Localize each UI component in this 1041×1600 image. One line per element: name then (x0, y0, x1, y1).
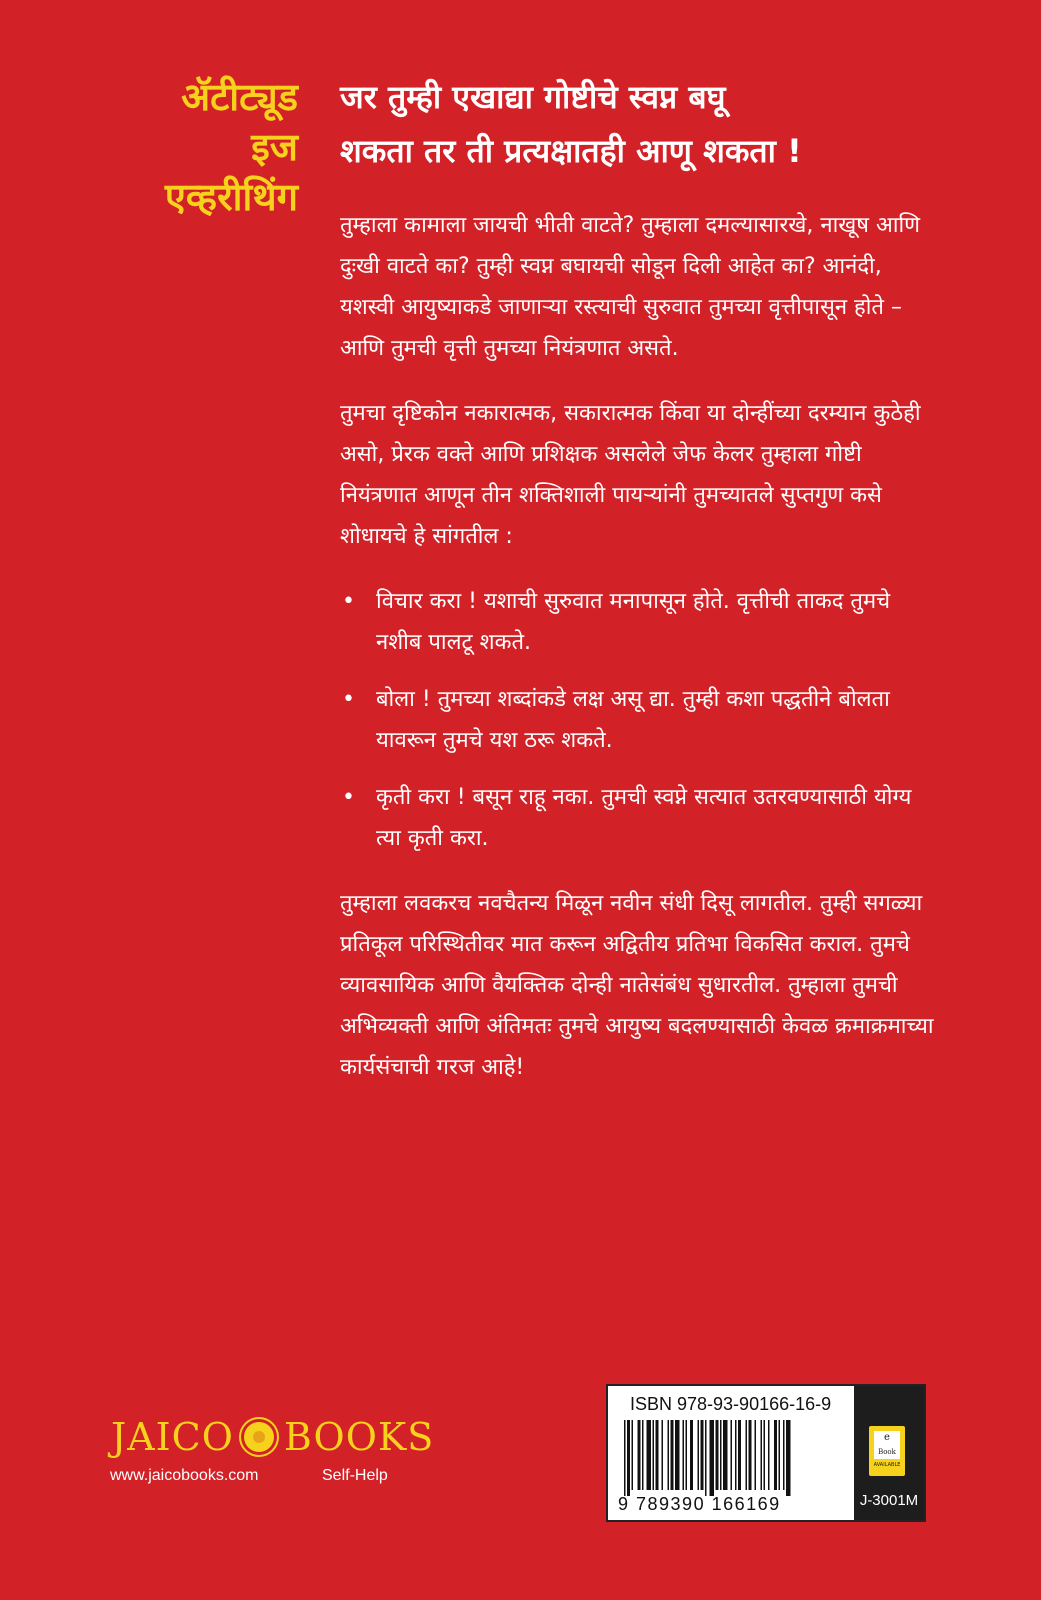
ebook-label: Book (878, 1448, 896, 1456)
list-item-text: कृती करा ! बसून राहू नका. तुमची स्वप्ने सत्यात उतरवण्यासाठी योग्य त्या कृती करा. (376, 785, 912, 851)
ebook-available-label: AVAILABLE (873, 1462, 901, 1468)
blurb (340, 205, 940, 1112)
book-title (60, 72, 298, 222)
barcode-icon (620, 1420, 845, 1496)
bullet-icon: • (342, 687, 355, 712)
headline-line-2: शकता तर ती प्रत्यक्षातही आणू शकता ! (340, 132, 802, 170)
ebook-available-icon (869, 1426, 905, 1476)
list-item (340, 777, 940, 859)
blurb-closing: तुम्हाला लवकरच नवचैतन्य मिळून नवीन संधी दिसू लागतील. तुम्ही सगळ्या प्रतिकूल परिस्थितीवर मात करून अद्वितीय प्रतिभा विकसित कराल. तुमचे व्यावसायिक आणि वैयक्तिक दोन्ही नातेसंबंध सुधारतील. तुम्हाला तुमची अभिव्यक्ती आणि अंतिमतः तुमचे आयुष्य बदलण्यासाठी केवळ क्रमाक्रमाच्या कार्यसंचाची गरज आहे! (340, 891, 934, 1080)
product-code-panel (854, 1386, 924, 1520)
book-category: Self-Help (322, 1467, 388, 1484)
bullet-icon: • (342, 589, 355, 614)
publisher-website: www.jaicobooks.com (110, 1467, 259, 1484)
list-item (340, 581, 940, 663)
barcode-box (606, 1384, 926, 1522)
list-item (340, 679, 940, 761)
product-code: J-3001M (859, 1492, 919, 1509)
title-line-2: इज (251, 125, 298, 169)
list-item-text: बोला ! तुमच्या शब्दांकडे लक्ष असू द्या. तुम्ही कशा पद्धतीने बोलता यावरून तुमचे यश ठरू शकते. (376, 687, 890, 753)
publisher-logo (111, 1413, 434, 1461)
blurb-paragraph-2: तुमचा दृष्टिकोन नकारात्मक, सकारात्मक किंवा या दोन्हींच्या दरम्यान कुठेही असो, प्रेरक वक्ते आणि प्रशिक्षक असलेले जेफ केलर तुम्हाला गोष्टी नियंत्रणात आणून तीन शक्तिशाली पायऱ्यांनी तुमच्यातले सुप्तगुण कसे शोधायचे हे सांगतील : (340, 401, 921, 549)
list-item-text: विचार करा ! यशाची सुरुवात मनापासून होते. वृत्तीची ताकद तुमचे नशीब पालटू शकते. (376, 589, 891, 655)
title-line-1: ॲटीट्यूड (181, 75, 298, 119)
bullet-icon: • (342, 785, 355, 810)
isbn-label: ISBN 978-93-90166-16-9 (630, 1394, 832, 1414)
blurb-paragraph-1: तुम्हाला कामाला जायची भीती वाटते? तुम्हाला दमल्यासारखे, नाखूष आणि दुःखी वाटते का? तुम्ही स्वप्न बघायची सोडून दिली आहेत का? आनंदी, यशस्वी आयुष्याकडे जाणाऱ्या रस्त्याची सुरुवात तुमच्या वृत्तीपासून होते – आणि तुमची वृत्ती तुमच्या नियंत्रणात असते. (340, 213, 921, 361)
barcode-digits: 9 789390 166169 (618, 1494, 781, 1514)
publisher-name-right: BOOKS (283, 1415, 435, 1459)
sun-logo-icon (244, 1422, 274, 1452)
steps-list (340, 581, 940, 859)
publisher-name-left: JAICO (111, 1415, 234, 1459)
headline (340, 70, 980, 178)
title-line-3: एव्हरीथिंग (164, 175, 298, 219)
headline-line-1: जर तुम्ही एखाद्या गोष्टीचे स्वप्न बघू (340, 78, 726, 116)
ebook-letter: e (884, 1432, 890, 1443)
